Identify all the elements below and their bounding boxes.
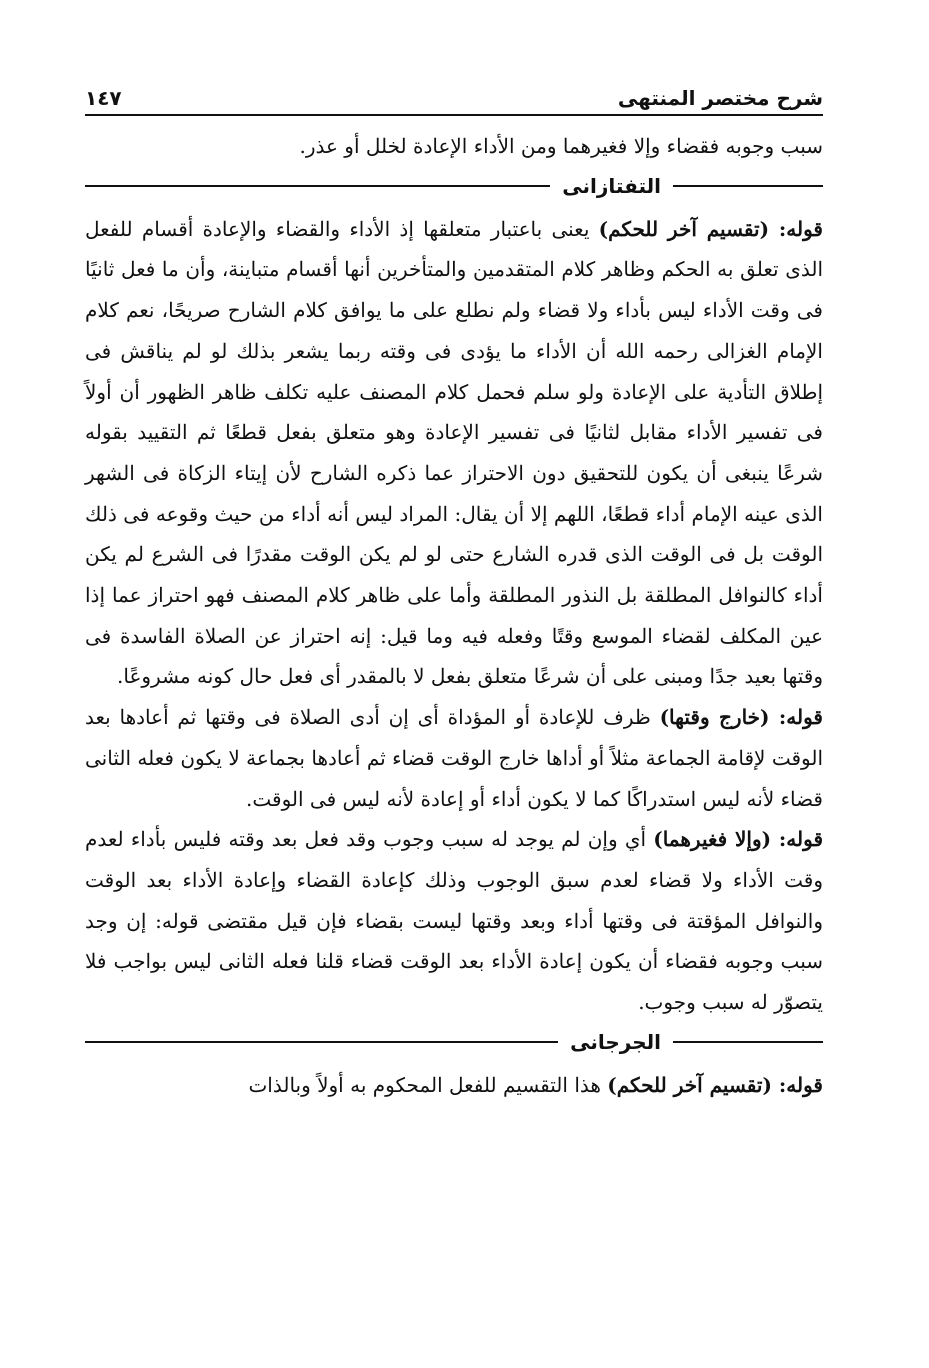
paragraph-text: هذا التقسيم للفعل المحكوم به أولاً وبالذات xyxy=(248,1072,608,1097)
running-header xyxy=(85,76,823,116)
paragraph-text: ظرف للإعادة أو المؤداة أى إن أدى الصلاة فى وقتها ثم أعادها بعد الوقت لإقامة الجماعة مثلاً أو أداها خارج الوقت قضاء ثم أعادها بجماعة لا يكون فعله الثانى قضاء لأنه ليس استدراكًا كما لا يكون أداء أو إعادة لأنه ليس فى الوقت. xyxy=(85,705,823,811)
section-title: التفتازانى xyxy=(562,173,661,198)
paragraph-lead: قوله: (تقسيم آخر للحكم) xyxy=(607,1072,823,1097)
section-divider-taftazani xyxy=(85,167,823,205)
section-title: الجرجانى xyxy=(570,1029,661,1054)
paragraph-text: أي وإن لم يوجد له سبب وجوب وقد فعل بعد وقته فليس بأداء لعدم وقت الأداء ولا قضاء لعدم سبق الوجوب وذلك كإعادة القضاء وإعادة الأداء بعد الوقت والنوافل المؤقتة فى وقتها أداء وبعد وقتها ليست بقضاء فإن قيل مقتضى قوله: إن وجد سبب وجوبه فقضاء أن يكون إعادة الأداء بعد الوقت قضاء قلنا فعله الثانى ليس بواجب فلا يتصوّر له سبب وجوب. xyxy=(85,827,823,1015)
book-title: شرح مختصر المنتهى xyxy=(617,86,823,110)
book-page xyxy=(85,76,823,1105)
commentary-paragraph xyxy=(85,1065,823,1106)
divider-rule xyxy=(85,185,550,187)
divider-rule xyxy=(673,185,823,187)
paragraph-lead: قوله: (تقسيم آخر للحكم) xyxy=(598,216,823,241)
divider-rule xyxy=(673,1041,823,1043)
section-divider-jurjani xyxy=(85,1023,823,1061)
commentary-paragraph xyxy=(85,697,823,819)
commentary-paragraph xyxy=(85,819,823,1023)
page-number: ١٤٧ xyxy=(85,86,122,110)
commentary-paragraph xyxy=(85,209,823,697)
opening-line: سبب وجوبه فقضاء وإلا فغيرهما ومن الأداء الإعادة لخلل أو عذر. xyxy=(299,134,823,158)
divider-rule xyxy=(85,1041,558,1043)
paragraph-lead: قوله: (وإلا فغيرهما) xyxy=(653,827,823,852)
paragraph-text: يعنى باعتبار متعلقها إذ الأداء والقضاء والإعادة أقسام للفعل الذى تعلق به الحكم وظاهر كلام المتقدمين والمتأخرين أنها أقسام متباينة، وأن ما فعل ثانيًا فى وقت الأداء ليس بأداء ولا قضاء ولم نطلع على ما يوافق كلام الشارح صريحًا، نعم كلام الإمام الغزالى رحمه الله أن الأداء ما يؤدى فى وقته ربما يشعر بذلك لو لم يناقش فى إطلاق التأدية على الإعادة ولو سلم فحمل كلام المصنف عليه تكلف ظاهر الظهور أن أولاً فى تفسير الأداء مقابل لثانيًا فى تفسير الإعادة وهو متعلق بفعل قطعًا ثم التقييد بقوله شرعًا ينبغى أن يكون للتحقيق دون الاحتراز عما ذكره الشارح لأن إيتاء الزكاة فى الشهر الذى عينه الإمام أداء قطعًا، اللهم إلا أن يقال: المراد ليس أنه أداء من حيث وقوعه فى ذلك الوقت بل فى الوقت الذى قدره الشارع حتى لو لم يكن الوقت مقدرًا فى الشرع لم يكن أداء كالنوافل المطلقة بل النذور المطلقة وأما على ظاهر كلام المصنف فهو احتراز عما إذا عين المكلف لقضاء الموسع وقتًا وفعله فيه وما قيل: إنه احتراز عن الصلاة الفاسدة فى وقتها بعيد جدًا ومبنى على أن شرعًا متعلق بفعل لا بالمقدر أى فعل حال كونه مشروعًا. xyxy=(85,216,823,689)
paragraph-lead: قوله: (خارج وقتها) xyxy=(659,705,823,730)
